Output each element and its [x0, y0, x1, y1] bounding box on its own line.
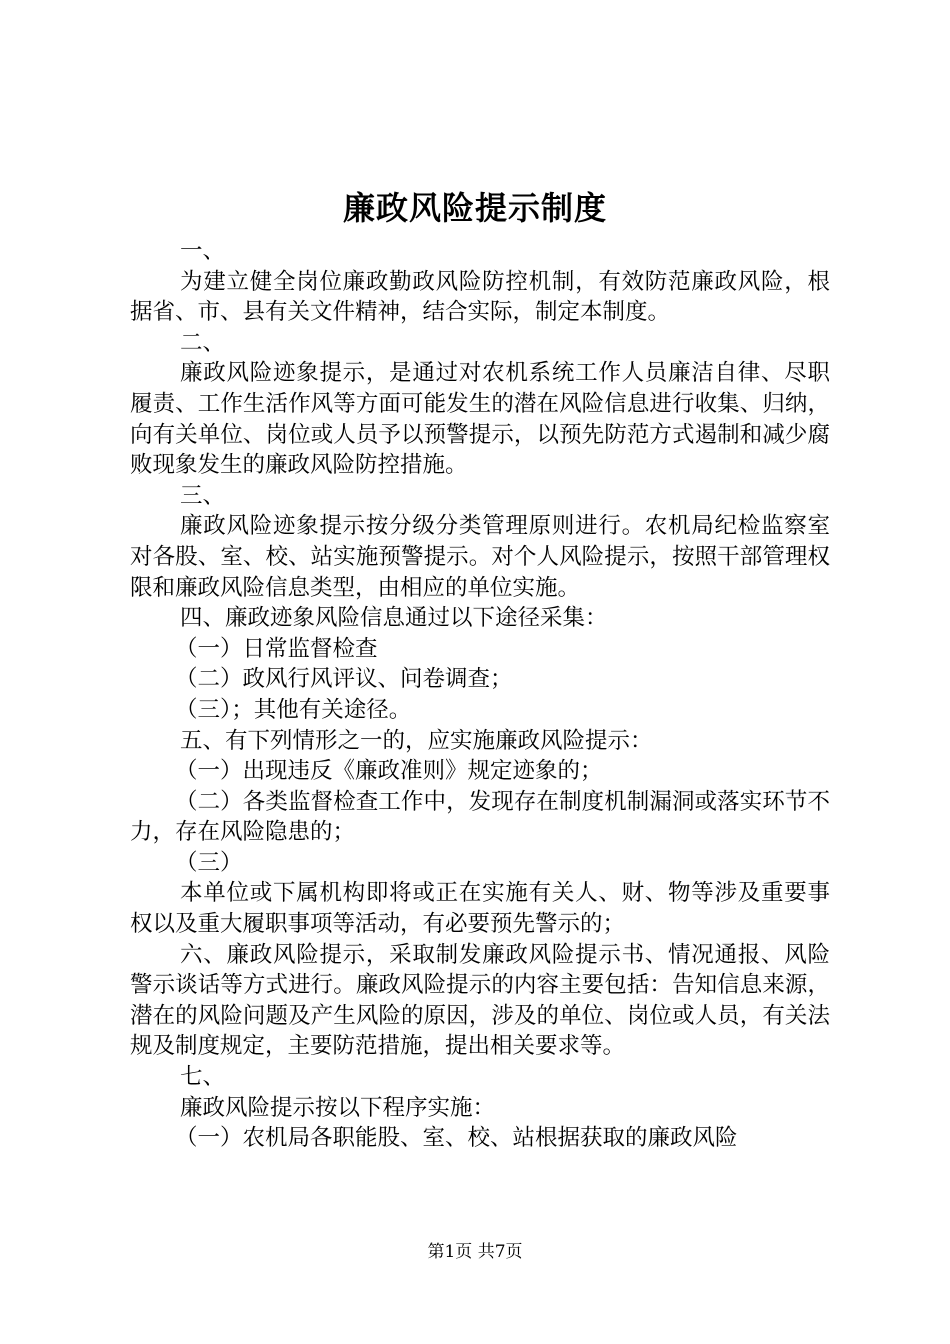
- document-body: [130, 236, 830, 1154]
- list-item-4-1: （一）日常监督检查: [175, 635, 378, 662]
- list-item-5-2: （二）各类监督检查工作中，发现存在制度机制漏洞或落实环节不力，存在风险隐患的；: [130, 788, 830, 846]
- paragraph-section-6: 六、廉政风险提示，采取制发廉政风险提示书、情况通报、风险警示谈话等方式进行。廉政风险提示的内容主要包括：告知信息来源，潜在的风险问题及产生风险的原因，涉及的单位、岗位或人员，有关法规及制度规定，主要防范措施，提出相关要求等。: [130, 941, 830, 1060]
- section-heading-1: 一、: [180, 238, 226, 264]
- section-heading-7: 七、: [180, 1064, 226, 1091]
- paragraph-definition: 廉政风险迹象提示，是通过对农机系统工作人员廉洁自律、尽职履责、工作生活作风等方面可能发生的潜在风险信息进行收集、归纳，向有关单位、岗位或人员予以预警提示，以预先防范方式遏制和减少腐败现象发生的廉政风险防控措施。: [130, 360, 830, 479]
- paragraph-section-5: 五、有下列情形之一的，应实施廉政风险提示：: [180, 727, 653, 754]
- list-item-5-1: （一）出现违反《廉政准则》规定迹象的；: [175, 758, 603, 785]
- list-item-7-1: （一）农机局各职能股、室、校、站根据获取的廉政风险: [175, 1125, 738, 1152]
- paragraph-section-4: 四、廉政迹象风险信息通过以下途径采集：: [180, 605, 608, 632]
- paragraph-purpose: 为建立健全岗位廉政勤政风险防控机制，有效防范廉政风险，根据省、市、县有关文件精神，结合实际，制定本制度。: [130, 268, 830, 326]
- section-heading-2: 二、: [180, 329, 226, 356]
- document-title: 廉政风险提示制度: [342, 189, 607, 227]
- paragraph-management: 廉政风险迹象提示按分级分类管理原则进行。农机局纪检监察室对各股、室、校、站实施预警提示。对个人风险提示，按照干部管理权限和廉政风险信息类型，由相应的单位实施。: [130, 513, 830, 601]
- paragraph-procedure: 廉政风险提示按以下程序实施：: [180, 1094, 496, 1121]
- list-item-4-2: （二）政风行风评议、问卷调查；: [175, 666, 513, 693]
- section-heading-3: 三、: [180, 482, 226, 509]
- paragraph-5-3-detail: 本单位或下属机构即将或正在实施有关人、财、物等涉及重要事权以及重大履职事项等活动，有必要预先警示的；: [130, 880, 830, 938]
- list-item-4-3: （三）；其他有关途径。: [175, 696, 412, 723]
- page-footer: 第1页 共7页: [427, 1242, 523, 1262]
- list-item-5-3: （三）: [175, 849, 243, 876]
